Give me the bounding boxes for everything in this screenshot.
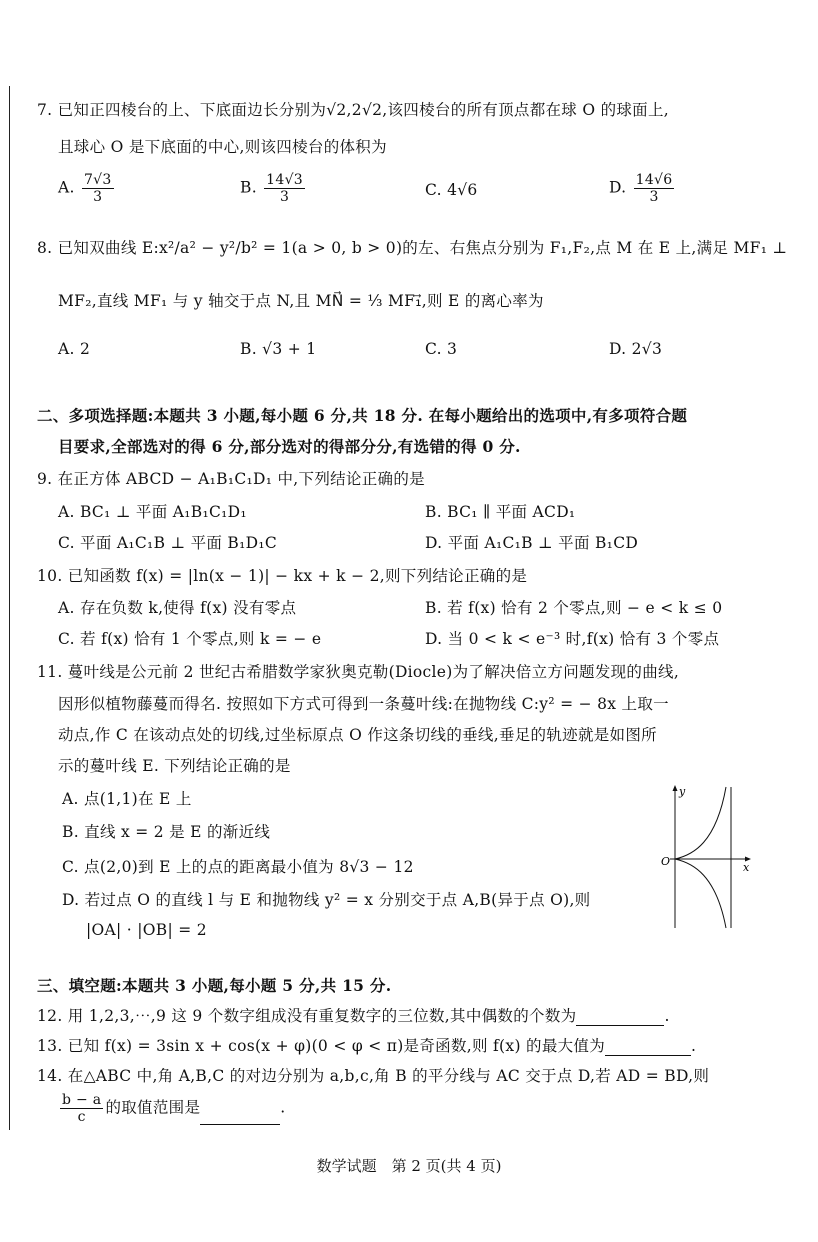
fig-y-label: y <box>679 785 686 798</box>
q7-b-fraction: $\frac{14√3}{3}$ <box>266 172 303 205</box>
q8-line2: MF₂,直线 MF₁ 与 y 轴交于点 N,且 MN⃗ = ⅓ MF₁⃗,则 E 的离心率为 <box>58 292 544 310</box>
q7-option-c: C. 4√6 <box>425 181 478 199</box>
q7-option-a: A. $\frac{7√3}{3}$ <box>58 172 112 205</box>
y-axis-arrow <box>673 785 678 791</box>
cissoid-figure <box>648 783 753 930</box>
q11-option-d-line2: |OA| · |OB| = 2 <box>86 921 207 939</box>
q11-line2: 因形似植物藤蔓而得名. 按照如下方式可得到一条蔓叶线:在抛物线 C:y² = − 8x 上取一 <box>58 695 669 713</box>
q10-option-d: D. 当 0 < k < e⁻³ 时,f(x) 恰有 3 个零点 <box>425 630 720 648</box>
q11-option-d-line1: D. 若过点 O 的直线 l 与 E 和抛物线 y² = x 分别交于点 A,B(异于点 O),则 <box>62 891 591 909</box>
q8-line1: 8. 已知双曲线 E:x²/a² − y²/b² = 1(a > 0, b > 0)的左、右焦点分别为 F₁,F₂,点 M 在 E 上,满足 MF₁ ⊥ <box>37 239 788 257</box>
q9-option-b: B. BC₁ ∥ 平面 ACD₁ <box>425 503 576 521</box>
q11-line4: 示的蔓叶线 E. 下列结论正确的是 <box>58 757 291 775</box>
section3-title: 三、填空题:本题共 3 小题,每小题 5 分,共 15 分. <box>37 976 392 995</box>
q11-option-b: B. 直线 x = 2 是 E 的渐近线 <box>62 823 271 841</box>
q8-option-d: D. 2√3 <box>609 340 663 358</box>
q7-d-fraction: $\frac{14√6}{3}$ <box>635 172 673 205</box>
cissoid-lower-branch <box>675 859 726 928</box>
q8-option-c: C. 3 <box>425 340 458 358</box>
q10-stem: 10. 已知函数 f(x) = |ln(x − 1)| − kx + k − 2,则下列结论正确的是 <box>37 567 528 585</box>
fig-origin-label: O <box>661 855 671 868</box>
q7-option-b: B. $\frac{14√3}{3}$ <box>240 172 303 205</box>
q11-option-c: C. 点(2,0)到 E 上的点的距离最小值为 8√3 − 12 <box>62 858 414 876</box>
q11-line1: 11. 蔓叶线是公元前 2 世纪古希腊数学家狄奥克勒(Diocle)为了解决倍立方问题发现的曲线, <box>37 663 680 681</box>
q9-option-d: D. 平面 A₁C₁B ⊥ 平面 B₁CD <box>425 534 639 552</box>
q13-answer-blank[interactable] <box>605 1039 691 1056</box>
q8-option-b: B. √3 + 1 <box>240 340 317 358</box>
q7-line2: 且球心 O 是下底面的中心,则该四棱台的体积为 <box>58 138 387 156</box>
fig-x-label: x <box>743 861 750 874</box>
q14-answer-blank[interactable] <box>200 1108 280 1125</box>
q7-option-d: D. $\frac{14√6}{3}$ <box>609 172 673 205</box>
q14-fraction: $\frac{b - a}{c}$ <box>62 1092 102 1125</box>
q14-line1: 14. 在△ABC 中,角 A,B,C 的对边分别为 a,b,c,角 B 的平分线与 AC 交于点 D,若 AD = BD,则 <box>37 1067 710 1085</box>
q7-a-fraction: $\frac{7√3}{3}$ <box>83 172 112 205</box>
page-footer: 数学试题 第 2 页(共 4 页) <box>316 1157 502 1175</box>
q10-option-a: A. 存在负数 k,使得 f(x) 没有零点 <box>58 599 297 617</box>
q13: 13. 已知 f(x) = 3sin x + cos(x + φ)(0 < φ < π)是奇函数,则 f(x) 的最大值为 . <box>37 1037 697 1055</box>
q11-line3: 动点,作 C 在该动点处的切线,过坐标原点 O 作这条切线的垂线,垂足的轨迹就是如图所 <box>58 726 657 744</box>
q8-option-a: A. 2 <box>58 340 91 358</box>
q9-stem: 9. 在正方体 ABCD − A₁B₁C₁D₁ 中,下列结论正确的是 <box>37 470 425 488</box>
q12-answer-blank[interactable] <box>576 1009 664 1026</box>
section2-line2: 目要求,全部选对的得 6 分,部分选对的得部分分,有选错的得 0 分. <box>58 437 521 456</box>
q9-option-a: A. BC₁ ⊥ 平面 A₁B₁C₁D₁ <box>58 503 247 521</box>
q12: 12. 用 1,2,3,⋯,9 这 9 个数字组成没有重复数字的三位数,其中偶数的个数为 . <box>37 1007 670 1025</box>
section2-line1: 二、多项选择题:本题共 3 小题,每小题 6 分,共 18 分. 在每小题给出的选项中,有多项符合题 <box>37 406 688 425</box>
q7-line1: 7. 已知正四棱台的上、下底面边长分别为√2,2√2,该四棱台的所有顶点都在球 O 的球面上, <box>37 101 669 119</box>
left-margin-line <box>9 86 10 1130</box>
q11-option-a: A. 点(1,1)在 E 上 <box>62 790 192 808</box>
q14-line2: $\frac{b - a}{c}$ 的取值范围是 . <box>62 1092 286 1125</box>
q9-option-c: C. 平面 A₁C₁B ⊥ 平面 B₁D₁C <box>58 534 278 552</box>
q10-option-c: C. 若 f(x) 恰有 1 个零点,则 k = − e <box>58 630 322 648</box>
q10-option-b: B. 若 f(x) 恰有 2 个零点,则 − e < k ≤ 0 <box>425 599 723 617</box>
